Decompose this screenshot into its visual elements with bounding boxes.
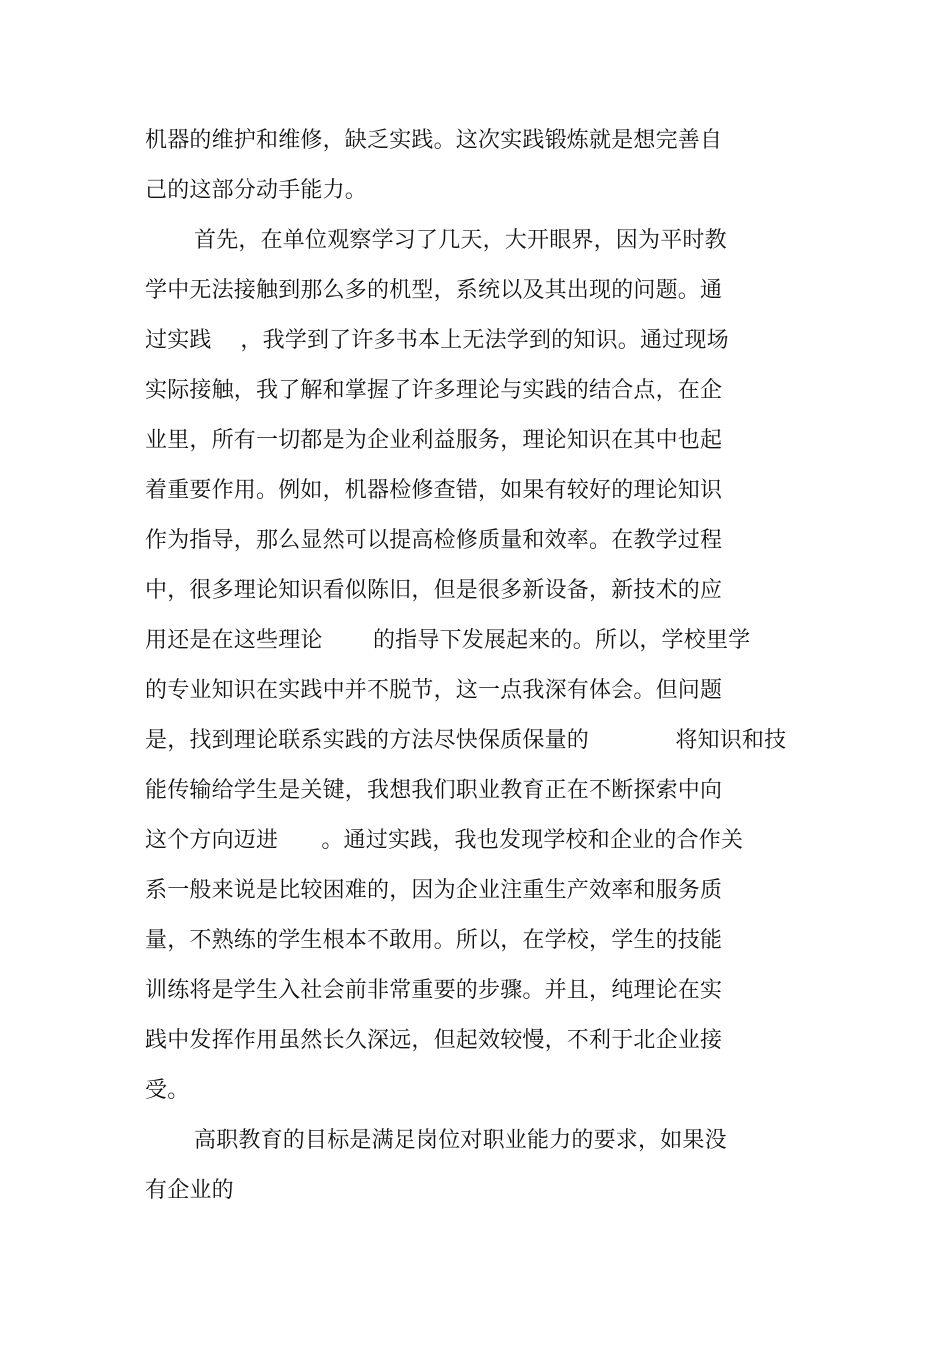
text-line: 用还是在这些理论 的指导下发展起来的。所以，学校里学 — [145, 628, 751, 653]
text-line: 己的这部分动手能力。 — [145, 178, 368, 203]
text-line: 的专业知识在实践中并不脱节，这一点我深有体会。但问题 — [145, 678, 723, 703]
text-line: 践中发挥作用虽然长久深远，但起效较慢，不利于北企业接 — [145, 1028, 723, 1053]
text-line: 能传输给学生是关键，我想我们职业教育正在不断探索中向 — [145, 778, 723, 803]
text-line: 有企业的 — [145, 1178, 234, 1203]
paragraph-start-line: 首先，在单位观察学习了几天，大开眼界，因为平时教 — [194, 228, 727, 253]
text-line: 作为指导，那么显然可以提高检修质量和效率。在教学过程 — [145, 528, 723, 553]
text-line: 是，找到理论联系实践的方法尽快保质保量的 将知识和技 — [145, 728, 787, 753]
text-line: 受。 — [145, 1078, 190, 1103]
text-line: 这个方向迈进 。通过实践，我也发现学校和企业的合作关 — [145, 828, 744, 853]
text-line: 训练将是学生入社会前非常重要的步骤。并且，纯理论在实 — [145, 978, 723, 1003]
text-line: 实际接触，我了解和掌握了许多理论与实践的结合点，在企 — [145, 378, 723, 403]
text-line: 过实践 ，我学到了许多书本上无法学到的知识。通过现场 — [145, 328, 729, 353]
text-line: 学中无法接触到那么多的机型，系统以及其出现的问题。通 — [145, 278, 723, 303]
text-line: 系一般来说是比较困难的，因为企业注重生产效率和服务质 — [145, 878, 723, 903]
text-line: 业里，所有一切都是为企业利益服务，理论知识在其中也起 — [145, 428, 723, 453]
text-line: 中，很多理论知识看似陈旧，但是很多新设备，新技术的应 — [145, 578, 723, 603]
text-line: 量，不熟练的学生根本不敢用。所以，在学校，学生的技能 — [145, 928, 723, 953]
text-line: 着重要作用。例如，机器检修查错，如果有较好的理论知识 — [145, 478, 723, 503]
paragraph-start-line: 高职教育的目标是满足岗位对职业能力的要求，如果没 — [194, 1128, 727, 1153]
text-line: 机器的维护和维修，缺乏实践。这次实践锻炼就是想完善自 — [145, 128, 723, 153]
